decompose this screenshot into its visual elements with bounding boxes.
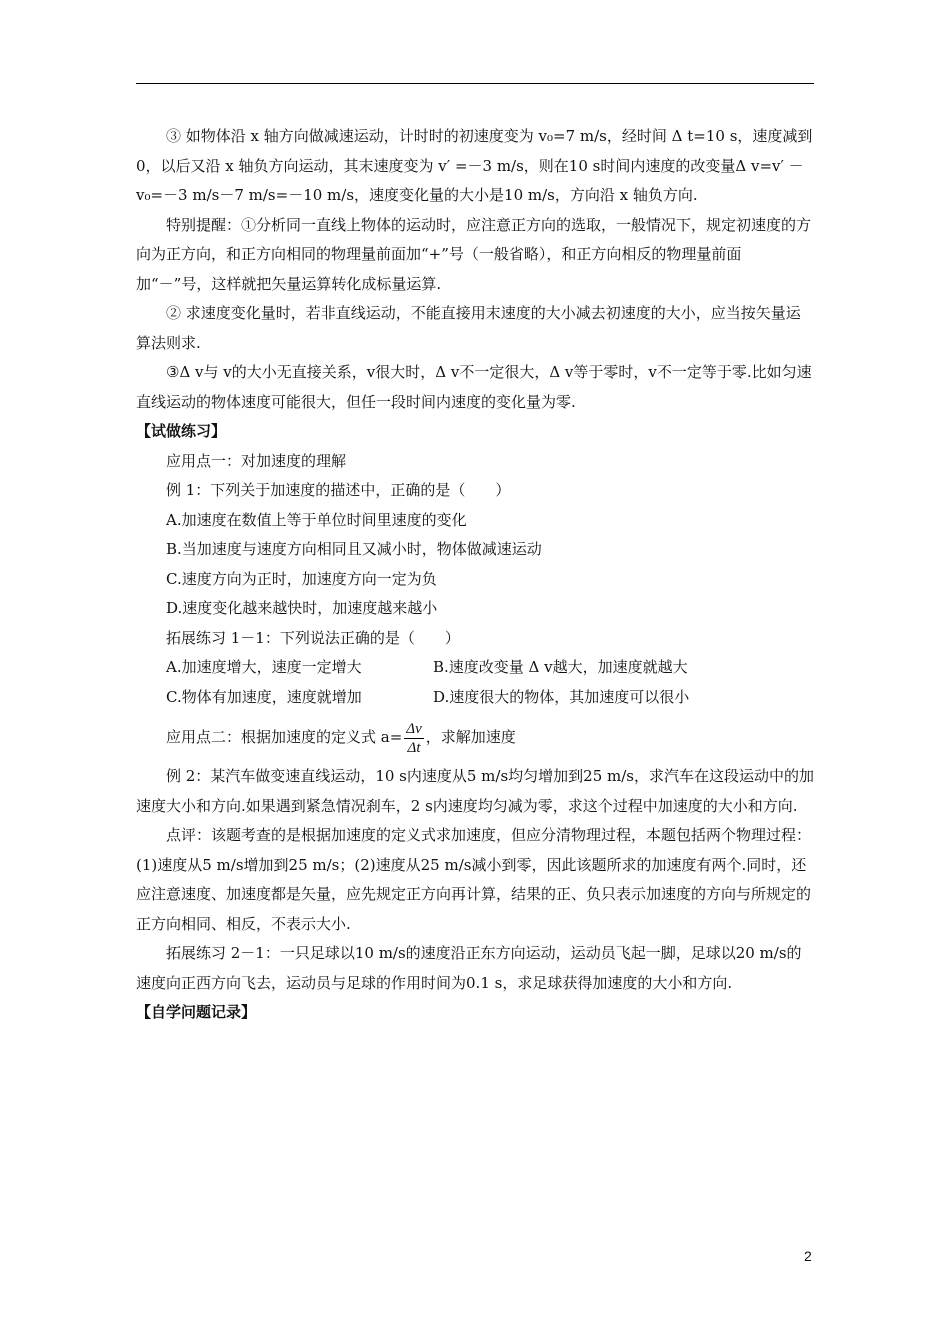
paragraph-note-3: ③Δ v与 v的大小无直接关系，v很大时，Δ v不一定很大，Δ v等于零时，v不一定等于零.比如匀速直线运动的物体速度可能很大，但任一段时间内速度的变化量为零.: [136, 363, 812, 411]
page-body: [136, 122, 814, 1028]
application-point-2: [136, 716, 814, 760]
extension-1-options-ab: [136, 653, 814, 683]
example-1-option-b: B.当加速度与速度方向相同且又减小时，物体做减速运动: [166, 540, 542, 558]
extension-1-option-d: D.速度很大的物体，其加速度可以很小: [433, 687, 690, 706]
acceleration-formula: [404, 720, 423, 757]
extension-1-question: 拓展练习 1－1：下列说法正确的是（ ）: [166, 628, 460, 647]
section-heading-notes: 【自学问题记录】: [136, 1003, 257, 1021]
example-1-option-d: D.速度变化越来越快时，加速度越来越小: [166, 599, 438, 617]
example-2: 例 2：某汽车做变速直线运动，10 s内速度从5 m/s均匀增加到25 m/s，求汽车在这段运动中的加速度大小和方向.如果遇到紧急情况刹车，2 s内速度均匀减为零，求这个过程中加速度的大小和方向.: [136, 767, 814, 815]
application-point-1: 应用点一：对加速度的理解: [166, 451, 347, 470]
comment: 点评：该题考查的是根据加速度的定义式求加速度，但应分清物理过程，本题包括两个物理过程：(1)速度从5 m/s增加到25 m/s；(2)速度从25 m/s减小到零，因此该题所求的加速度有两个.同时，还应注意速度、加速度都是矢量，应先规定正方向再计算，结果的正、负只表示加速度的方向与所规定的正方向相同、相反，不表示大小.: [136, 826, 812, 933]
formula-denominator: Δt: [407, 739, 421, 756]
header-rule: [136, 83, 814, 84]
example-1-option-a: A.加速度在数值上等于单位时间里速度的变化: [166, 510, 467, 529]
extension-1-options-cd: [136, 683, 814, 713]
example-1-option-c: C.速度方向为正时，加速度方向一定为负: [166, 569, 437, 588]
paragraph-deceleration-example: ③ 如物体沿 x 轴方向做减速运动，计时时的初速度变为 v₀=7 m/s，经时间 Δ t=10 s，速度减到0，以后又沿 x 轴负方向运动，其末速度变为 v′ =－3 m/s，则在10 s时间内速度的改变量Δ v=v′ －v₀=－3 m/s－7 m/s=－10 m/s，速度变化量的大小是10 m/s，方向沿 x 轴负方向.: [136, 127, 813, 204]
paragraph-special-note: 特别提醒：①分析同一直线上物体的运动时，应注意正方向的选取，一般情况下，规定初速度的方向为正方向，和正方向相同的物理量前面加“+”号（一般省略），和正方向相反的物理量前面加“－”号，这样就把矢量运算转化成标量运算.: [136, 215, 812, 293]
page-number: 2: [804, 1248, 812, 1264]
extension-1-option-a: A.加速度增大，速度一定增大: [166, 658, 362, 676]
extension-2: 拓展练习 2－1：一只足球以10 m/s的速度沿正东方向运动，运动员飞起一脚，足球以20 m/s的速度向正西方向飞去，运动员与足球的作用时间为0.1 s，求足球获得加速度的大小和方向.: [136, 944, 802, 992]
paragraph-note-2: ② 求速度变化量时，若非直线运动，不能直接用末速度的大小减去初速度的大小，应当按矢量运算法则求.: [136, 304, 801, 352]
formula-numerator: Δv: [406, 720, 422, 737]
application-point-2-prefix: 应用点二：根据加速度的定义式 a=: [166, 728, 403, 747]
application-point-2-suffix: ，求解加速度: [425, 728, 516, 747]
section-heading-practice: 【试做练习】: [136, 422, 227, 440]
extension-1-option-b: B.速度改变量 Δ v越大，加速度就越大: [433, 658, 688, 676]
example-1-question: 例 1：下列关于加速度的描述中，正确的是（ ）: [166, 481, 511, 499]
extension-1-option-c: C.物体有加速度，速度就增加: [166, 687, 362, 706]
